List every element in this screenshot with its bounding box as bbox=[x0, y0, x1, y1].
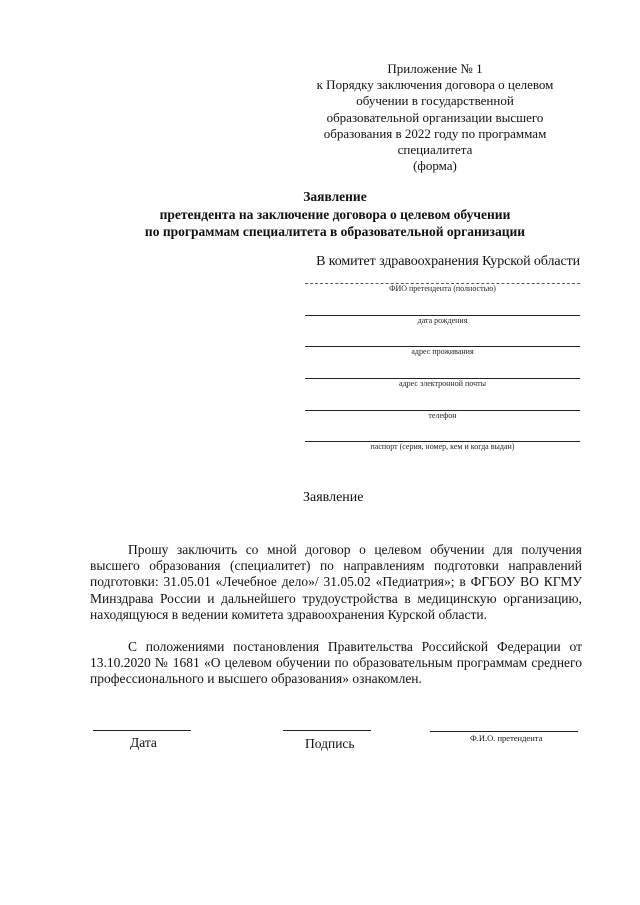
appendix-form-note: (форма) bbox=[413, 158, 457, 174]
acknowledgement-paragraph: С положениями постановления Правительства Российской Федерации от 13.10.2020 № 1681 «О целевом обучении по образовательным программам среднего профессионального и высшего образования» ознакомлен. bbox=[90, 639, 582, 687]
statement-heading: Заявление bbox=[303, 490, 364, 505]
title-line: претендента на заключение договора о целевом обучении bbox=[159, 206, 511, 222]
passport-caption: паспорт (серия, номер, кем и когда выдан) bbox=[370, 442, 515, 451]
statement-paragraph: Прошу заключить со мной договор о целевом обучении для получения высшего образования (специалитет) по направлениям подготовки направлений подготовки: 31.05.01 «Лечебное дело»/ 31.05.02 «Педиатрия»; в ФГБОУ ВО КГМУ Минздрава России и дальнейшего трудоустройства в медицинскую организацию, находящуюся в ведении комитета здравоохранения Курской области. bbox=[90, 542, 582, 622]
address-caption: адрес проживания bbox=[411, 347, 474, 356]
signature-line[interactable] bbox=[283, 730, 371, 731]
document-title bbox=[90, 188, 580, 241]
date-line[interactable] bbox=[93, 730, 191, 731]
addressee: В комитет здравоохранения Курской области bbox=[316, 254, 580, 269]
appendix-title: Приложение № 1 bbox=[387, 61, 483, 76]
name-line[interactable] bbox=[430, 731, 578, 732]
title-line: Заявление bbox=[303, 189, 367, 204]
appendix-line: специалитета bbox=[397, 142, 473, 158]
appendix-line: образовательной организации высшего bbox=[326, 109, 544, 125]
appendix-line: обучении в государственной bbox=[356, 93, 514, 109]
email-caption: адрес электронной почты bbox=[399, 379, 486, 388]
appendix-block bbox=[300, 61, 570, 174]
appendix-line: образования в 2022 году по программам bbox=[323, 125, 547, 141]
birth-date-caption: дата рождения bbox=[417, 316, 468, 325]
appendix-line: к Порядку заключения договора о целевом bbox=[316, 77, 554, 93]
fio-caption: ФИО претендента (полностью) bbox=[389, 284, 496, 293]
title-line: по программам специалитета в образовательной организации bbox=[144, 224, 526, 239]
signature-label: Подпись bbox=[305, 736, 355, 751]
name-label: Ф.И.О. претендента bbox=[470, 733, 543, 743]
phone-caption: телефон bbox=[428, 411, 457, 420]
date-label: Дата bbox=[130, 735, 157, 750]
